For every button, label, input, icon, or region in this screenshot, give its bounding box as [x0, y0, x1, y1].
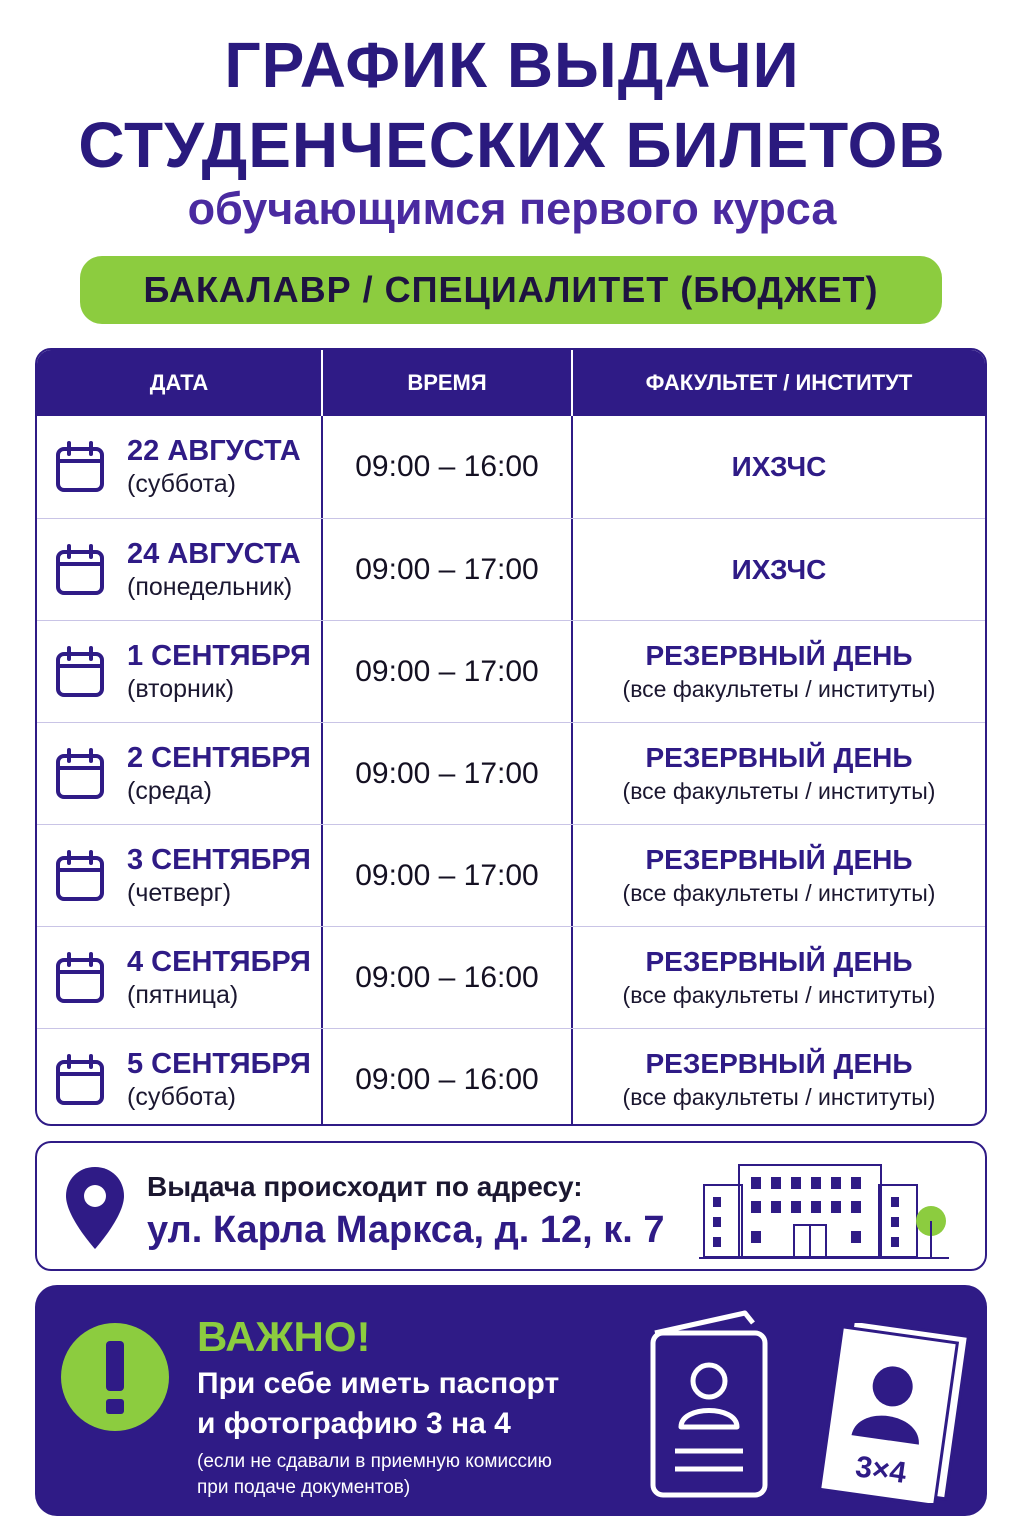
faculty-label: РЕЗЕРВНЫЙ ДЕНЬ: [645, 741, 913, 773]
exclamation-icon: [61, 1323, 169, 1431]
date-label: 3 СЕНТЯБРЯ: [127, 843, 311, 876]
photo-icon: [817, 1323, 973, 1503]
table-row: [37, 824, 985, 926]
faculty-label: РЕЗЕРВНЫЙ ДЕНЬ: [645, 639, 913, 671]
table-body: [37, 416, 985, 1126]
date-label: 1 СЕНТЯБРЯ: [127, 639, 311, 672]
table-row: [37, 1028, 985, 1126]
faculty-label: ИХЗЧС: [731, 553, 827, 585]
date-cell: [37, 519, 321, 620]
location-pin-icon: [63, 1165, 127, 1251]
address-value: ул. Карла Маркса, д. 12, к. 7: [147, 1209, 665, 1251]
weekday-label: (пятница): [127, 980, 239, 1009]
calendar-icon: [55, 850, 105, 902]
faculty-note: (все факультеты / институты): [622, 777, 936, 804]
table-row: [37, 722, 985, 824]
important-note-line2: при подаче документов): [197, 1477, 411, 1498]
date-cell: [37, 621, 321, 722]
date-cell: [37, 416, 321, 518]
date-label: 2 СЕНТЯБРЯ: [127, 741, 311, 774]
photo-size-label: 3×4: [853, 1450, 909, 1490]
weekday-label: (суббота): [127, 470, 236, 498]
faculty-label: РЕЗЕРВНЫЙ ДЕНЬ: [645, 1047, 913, 1079]
calendar-icon: [55, 952, 105, 1004]
faculty-cell: [571, 723, 985, 824]
faculty-cell: [571, 519, 985, 620]
calendar-icon: [55, 748, 105, 800]
calendar-icon: [55, 544, 105, 596]
page-title-line2: СТУДЕНЧЕСКИХ БИЛЕТОВ: [78, 109, 946, 181]
important-note-line1: (если не сдавали в приемную комиссию: [197, 1451, 552, 1472]
important-title: ВАЖНО!: [197, 1313, 371, 1360]
faculty-cell: [571, 825, 985, 926]
faculty-label: РЕЗЕРВНЫЙ ДЕНЬ: [645, 945, 913, 977]
important-notice: [35, 1285, 987, 1516]
date-label: 5 СЕНТЯБРЯ: [127, 1047, 311, 1080]
time-cell: 09:00 – 17:00: [321, 621, 571, 722]
faculty-cell: [571, 1029, 985, 1126]
date-cell: [37, 723, 321, 824]
passport-icon: [645, 1305, 773, 1501]
important-text-line1: При себе иметь паспорт: [197, 1367, 560, 1400]
column-header-date: ДАТА: [149, 370, 209, 395]
page-subtitle: обучающимся первого курса: [187, 183, 837, 234]
building-icon: [699, 1155, 949, 1263]
faculty-cell: [571, 621, 985, 722]
table-header: [37, 350, 985, 416]
calendar-icon: [55, 441, 105, 493]
important-text-line2: и фотографию 3 на 4: [197, 1407, 511, 1440]
faculty-label: РЕЗЕРВНЫЙ ДЕНЬ: [645, 843, 913, 875]
faculty-note: (все факультеты / институты): [622, 981, 936, 1008]
time-cell: 09:00 – 17:00: [321, 825, 571, 926]
schedule-table: [35, 348, 987, 1126]
weekday-label: (понедельник): [127, 572, 293, 601]
category-banner: БАКАЛАВР / СПЕЦИАЛИТЕТ (БЮДЖЕТ): [80, 256, 942, 324]
column-header-faculty: ФАКУЛЬТЕТ / ИНСТИТУТ: [571, 350, 985, 416]
weekday-label: (среда): [127, 776, 212, 805]
date-label: 24 АВГУСТА: [127, 537, 301, 570]
date-cell: [37, 825, 321, 926]
table-row: [37, 416, 985, 518]
calendar-icon: [55, 646, 105, 698]
table-row: [37, 620, 985, 722]
time-cell: 09:00 – 17:00: [321, 519, 571, 620]
time-cell: 09:00 – 17:00: [321, 723, 571, 824]
column-header-time: ВРЕМЯ: [321, 350, 571, 416]
faculty-note: (все факультеты / институты): [622, 879, 936, 906]
date-cell: [37, 1029, 321, 1126]
faculty-cell: [571, 416, 985, 518]
weekday-label: (четверг): [127, 878, 232, 907]
faculty-note: (все факультеты / институты): [622, 1083, 936, 1110]
faculty-note: (все факультеты / институты): [622, 675, 936, 702]
faculty-cell: [571, 927, 985, 1028]
time-cell: 09:00 – 16:00: [321, 416, 571, 518]
date-label: 22 АВГУСТА: [127, 435, 301, 467]
date-cell: [37, 927, 321, 1028]
calendar-icon: [55, 1054, 105, 1106]
table-row: [37, 926, 985, 1028]
address-label: Выдача происходит по адресу:: [147, 1171, 583, 1202]
weekday-label: (вторник): [127, 674, 235, 703]
date-label: 4 СЕНТЯБРЯ: [127, 945, 311, 978]
address-card: [35, 1141, 987, 1271]
time-cell: 09:00 – 16:00: [321, 927, 571, 1028]
weekday-label: (суббота): [127, 1082, 236, 1111]
page-title-line1: ГРАФИК ВЫДАЧИ: [224, 29, 800, 101]
faculty-label: ИХЗЧС: [731, 451, 827, 482]
time-cell: 09:00 – 16:00: [321, 1029, 571, 1126]
table-row: [37, 518, 985, 620]
